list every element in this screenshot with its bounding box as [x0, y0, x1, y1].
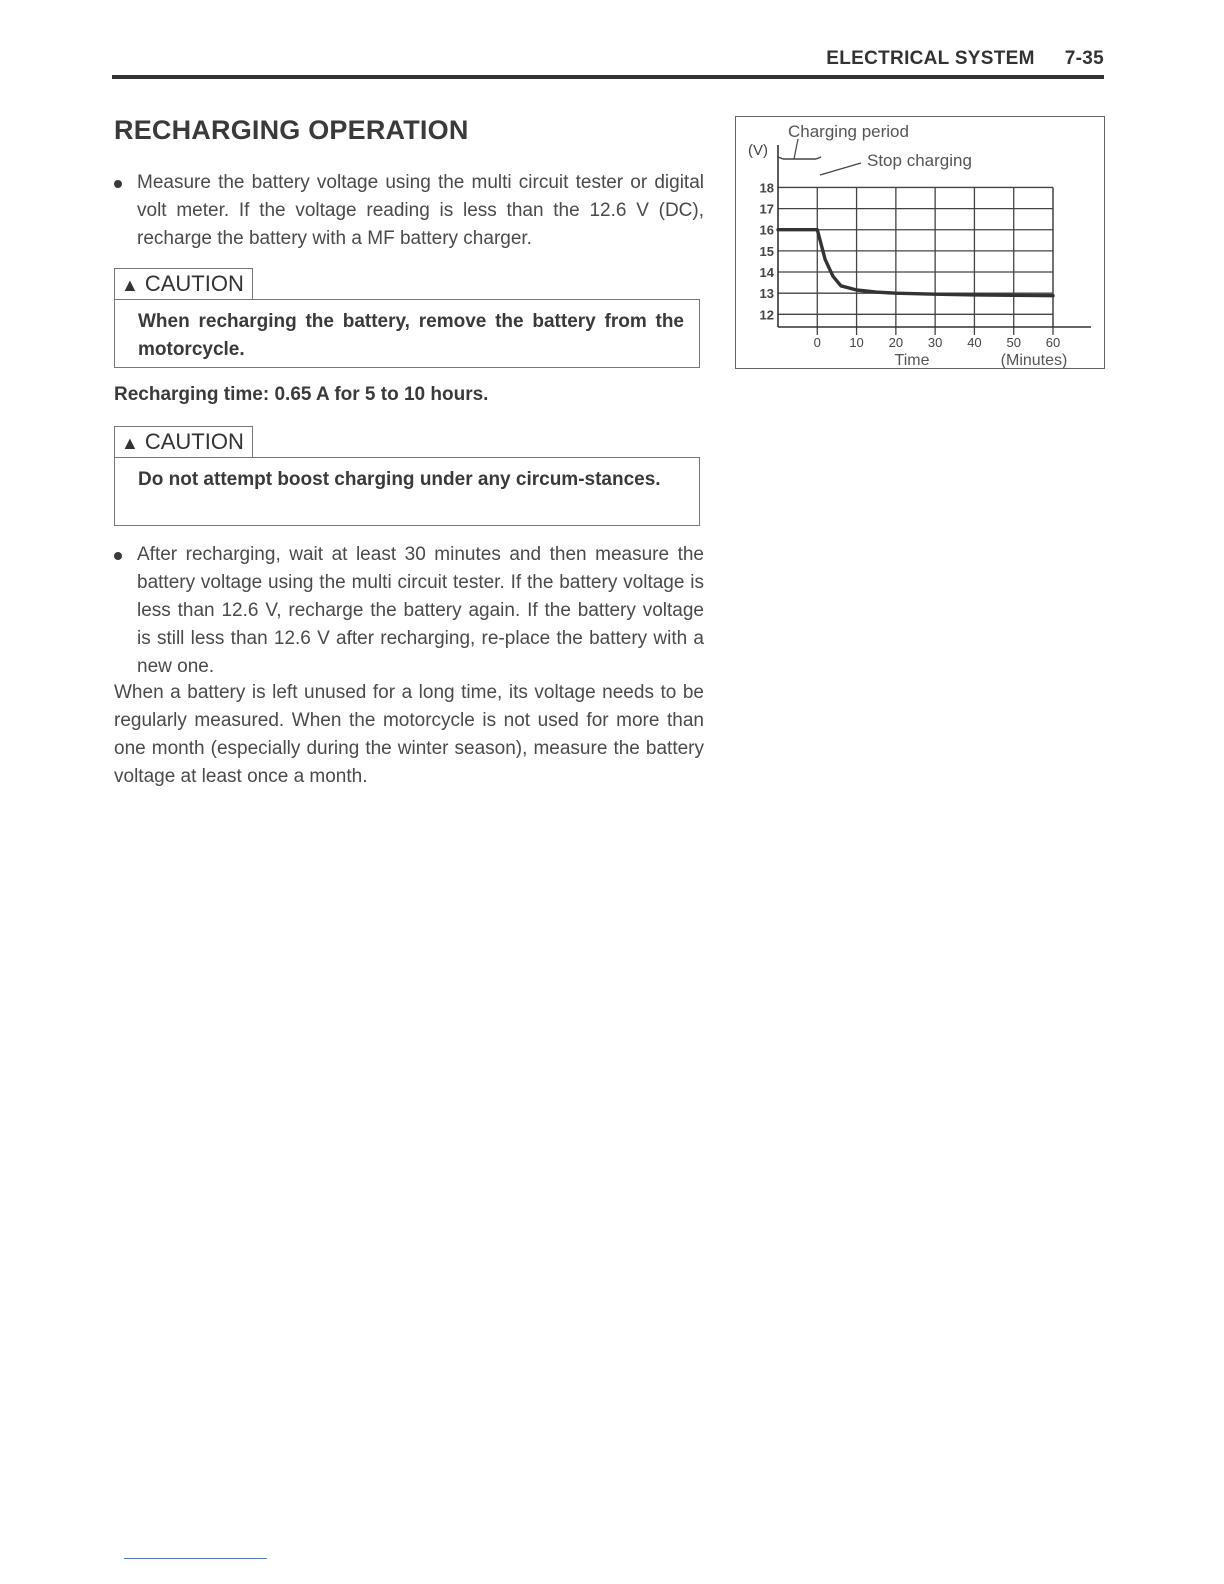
header-rule: [112, 75, 1104, 79]
y-tick-label: 17: [759, 201, 774, 217]
charging-period-bracket: [778, 157, 821, 159]
y-tick-label: 16: [759, 222, 774, 238]
chart-series: [778, 230, 1053, 296]
annotation-charging-period: Charging period: [788, 122, 909, 141]
footer-rule: [124, 1558, 267, 1559]
charging-chart: [735, 116, 1105, 369]
y-tick-label: 15: [759, 243, 774, 259]
chart-grid: [778, 187, 1053, 335]
x-tick-label: 20: [888, 335, 904, 350]
y-tick-label: 12: [759, 307, 774, 323]
x-tick-label: 50: [1006, 335, 1021, 350]
chart-annotations: [748, 122, 1067, 369]
bullet-item-measure: [114, 169, 704, 253]
charging-chart-svg: [736, 117, 1106, 370]
bullet-text: After recharging, wait at least 30 minutes and then measure the battery voltage using the multi circuit tester. If the battery voltage is less than 12.6 V, recharge the battery again. If the battery voltage is still less than 12.6 V after recharging, re-place the battery with a new one.: [137, 544, 704, 677]
bullet-dot: [114, 180, 122, 188]
caution-label-text: CAUTION: [144, 429, 244, 454]
caution-label-text: CAUTION: [144, 271, 244, 296]
x-axis-label: Time: [894, 352, 930, 369]
section-name: ELECTRICAL SYSTEM: [826, 48, 1035, 69]
chart-tick-labels: [760, 180, 1061, 350]
x-tick-label: 10: [849, 335, 864, 350]
x-tick-label: 40: [967, 335, 982, 350]
caution-box: [114, 457, 700, 526]
bullet-item-after-recharging: [114, 541, 704, 681]
y-tick-label: 13: [759, 286, 774, 302]
y-tick-label: 14: [759, 265, 774, 281]
running-header: [826, 48, 1104, 70]
x-tick-label: 60: [1045, 335, 1061, 350]
voltage-curve: [778, 230, 1053, 296]
page-number: 7-35: [1064, 48, 1104, 69]
caution-text: Do not attempt boost charging under any circum-stances.: [138, 469, 661, 490]
y-tick-label: 18: [759, 180, 774, 196]
caution-label: [114, 268, 253, 299]
warning-triangle-icon: ▲: [121, 275, 139, 295]
charging-period-leader: [794, 139, 798, 159]
recharging-time-spec: Recharging time: 0.65 A for 5 to 10 hours.: [114, 384, 489, 405]
storage-paragraph: When a battery is left unused for a long time, its voltage needs to be regularly measured. When the motorcycle is not used for more than one month (especially during the winter season), measure the battery voltage at least once a month.: [114, 682, 704, 787]
y-axis-label: (V): [748, 142, 768, 159]
caution-label: [114, 426, 253, 457]
x-tick-label: 0: [813, 335, 821, 350]
x-axis-unit: (Minutes): [1000, 352, 1068, 369]
x-tick-label: 30: [927, 335, 943, 350]
annotation-stop-charging: Stop charging: [867, 151, 972, 170]
caution-text: When recharging the battery, remove the battery from the motorcycle.: [138, 311, 684, 360]
bullet-text: Measure the battery voltage using the multi circuit tester or digital volt meter. If the voltage reading is less than the 12.6 V (DC), recharge the battery with a MF battery charger.: [137, 172, 704, 249]
bullet-dot: [114, 552, 122, 560]
section-title: RECHARGING OPERATION: [114, 115, 469, 145]
warning-triangle-icon: ▲: [121, 433, 139, 453]
caution-box: [114, 299, 700, 368]
stop-charging-leader: [820, 163, 861, 175]
